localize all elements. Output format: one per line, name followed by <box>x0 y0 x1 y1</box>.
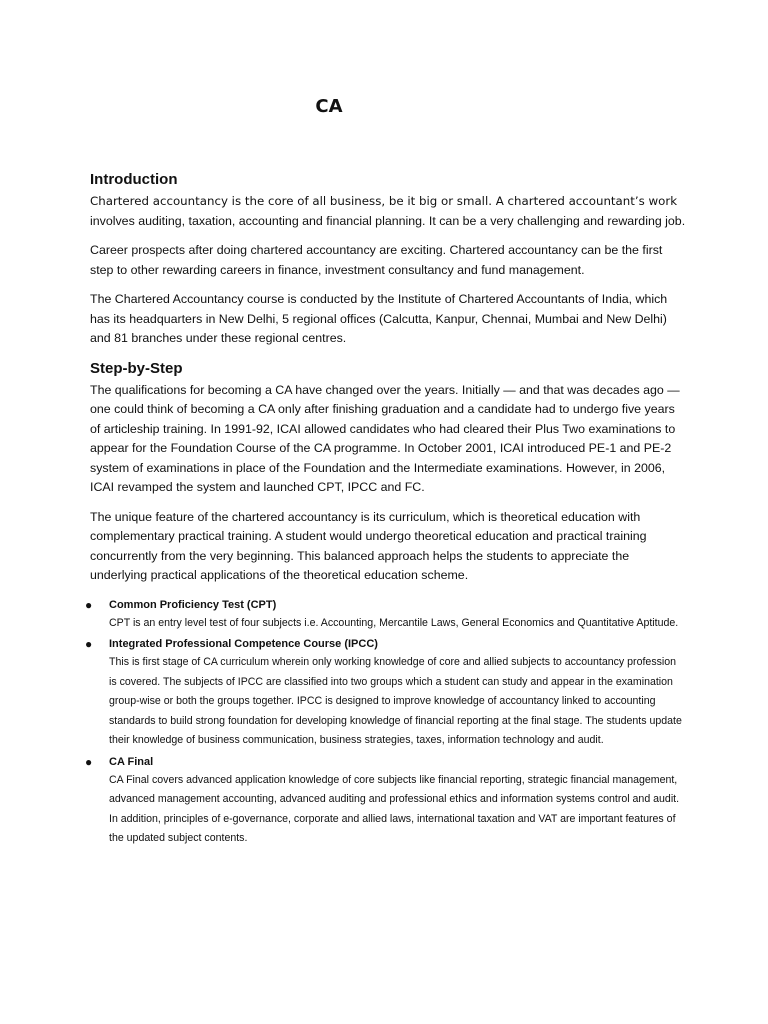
list-item-title: CA Final <box>109 755 154 768</box>
list-item-ipcc <box>85 635 686 751</box>
bullet-icon: ● <box>85 637 93 651</box>
introduction-paragraph-1 <box>90 192 686 231</box>
introduction-section <box>90 170 686 349</box>
programs-list <box>85 596 686 849</box>
list-item-title: Integrated Professional Competence Course (IPCC) <box>109 638 378 650</box>
introduction-paragraph-3: The Chartered Accountancy course is conducted by the Institute of Chartered Accountants of India, which has its headquarters in New Delhi, 5 regional offices (Calcutta, Kanpur, Chennai, Mumbai and New Delhi) and 81 branches under these regional centres. <box>90 292 668 345</box>
list-item-description: This is first stage of CA curriculum wherein only working knowledge of core and allied subjects to accountancy profession is covered. The subjects of IPCC are classified into two groups which a student can study and appear in the examination group-wise or both the groups together. IPCC is designed to improve knowledge of accountancy linked to accounting standards to build strong foundation for developing knowledge of financial reporting at the final stage. The students update their knowledge of business communication, business strategies, taxes, information technology and audit. <box>109 656 682 746</box>
list-item-description: CPT is an entry level test of four subjects i.e. Accounting, Mercantile Laws, General Economics and Quantitative Aptitude. <box>109 616 679 629</box>
list-item-description: CA Final covers advanced application knowledge of core subjects like financial reporting, strategic financial management, advanced management accounting, advanced auditing and professional ethics and information systems control and audit. In addition, principles of e-governance, corporate and allied laws, international taxation and VAT are important features of the updated subject contents. <box>109 773 680 844</box>
introduction-lead-text: Chartered accountancy is the core of all business, be it big or small. A chartered accountant’s work <box>90 194 678 208</box>
document-body <box>85 170 686 851</box>
step-by-step-section <box>90 359 686 586</box>
introduction-paragraph-2: Career prospects after doing chartered accountancy are exciting. Chartered accountancy can be the first step to other rewarding careers in finance, investment consultancy and fund management. <box>90 243 663 277</box>
bullet-icon: ● <box>85 754 93 769</box>
step-by-step-paragraph-2: The unique feature of the chartered accountancy is its curriculum, which is theoretical education with complementary practical training. A student would undergo theoretical education and practical training concurrently from the very beginning. This balanced approach helps the students to appreciate the underlying practical applications of the theoretical education scheme. <box>90 509 647 582</box>
introduction-paragraph-1-rest: involves auditing, taxation, accounting and financial planning. It can be a very challenging and rewarding job. <box>90 213 686 228</box>
list-item-ca-final <box>85 753 686 849</box>
step-by-step-heading: Step-by-Step <box>90 359 183 377</box>
list-item-title: Common Proficiency Test (CPT) <box>109 598 277 611</box>
list-item-cpt <box>85 596 686 634</box>
bullet-icon: ● <box>85 597 93 612</box>
introduction-heading: Introduction <box>90 171 178 188</box>
document-title: CA <box>315 96 343 117</box>
step-by-step-paragraph-1: The qualifications for becoming a CA have changed over the years. Initially — and that was decades ago — one could think of becoming a CA only after finishing graduation and a candidate had to undergo five years of articleship training. In 1991-92, ICAI allowed candidates who had cleared their Plus Two examinations to appear for the Foundation Course of the CA programme. In October 2001, ICAI introduced PE-1 and PE-2 system of examinations in place of the Foundation and the Intermediate examinations. However, in 2006, ICAI revamped the system and launched CPT, IPCC and FC. <box>90 382 680 494</box>
